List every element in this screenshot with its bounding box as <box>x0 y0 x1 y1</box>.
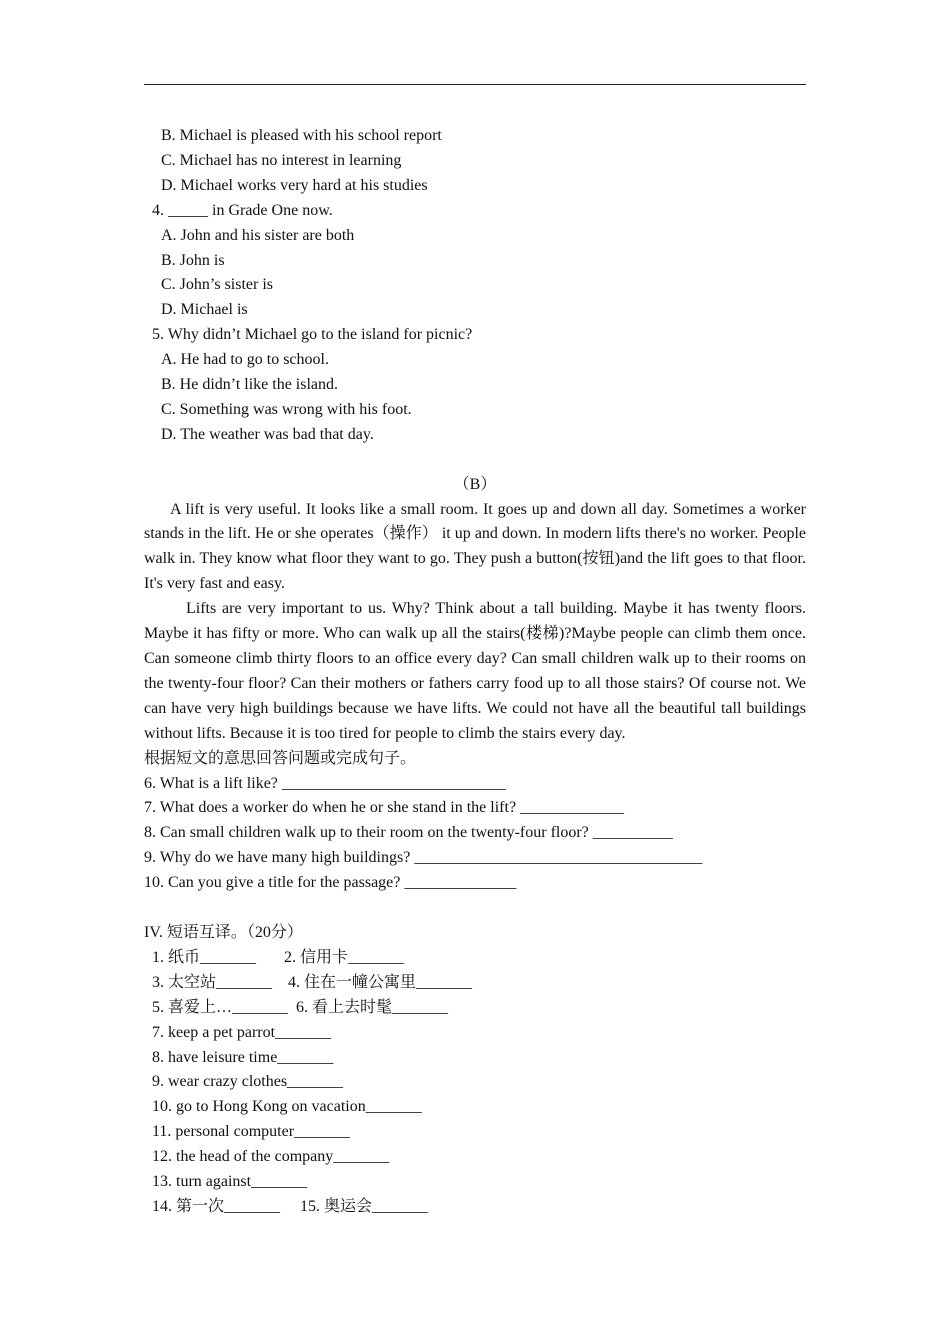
document-body <box>144 124 806 1220</box>
phrase-item: 14. 第一次_______ 15. 奥运会_______ <box>152 1197 429 1215</box>
phrase-item: 13. turn against_______ <box>152 1173 308 1191</box>
option-line: C. Michael has no interest in learning <box>161 151 402 169</box>
spacer <box>144 896 806 921</box>
question-line: 10. Can you give a title for the passage? ______________ <box>144 874 517 892</box>
section-iv <box>144 921 806 1220</box>
question-line: 8. Can small children walk up to their room on the twenty-four floor? __________ <box>144 824 673 842</box>
question-line: 5. Why didn’t Michael go to the island for picnic? <box>152 326 473 344</box>
option-line: B. Michael is pleased with his school report <box>161 127 442 144</box>
option-line: C. Something was wrong with his foot. <box>161 400 412 418</box>
passage-paragraph-2: Lifts are very important to us. Why? Think about a tall building. Maybe it has twenty floors. Maybe it has fifty or more. Who can walk up all the stairs(楼梯)?Maybe people can climb them once. Can someone climb thirty floors to an office every day? Can small children walk up to their rooms on the twenty-four floor? Can their mothers or fathers carry food up to all those stairs? Of course not. We can have very high buildings because we have lifts. We could not have all the beautiful tall buildings without lifts. Because it is too tired for people to climb the stairs every day. <box>144 600 806 742</box>
phrase-item: 1. 纸币_______ 2. 信用卡_______ <box>152 948 405 966</box>
option-line: D. Michael works very hard at his studies <box>161 176 428 194</box>
option-line: C. John’s sister is <box>161 276 274 294</box>
question-line: 6. What is a lift like? ____________________________ <box>144 774 506 792</box>
header-rule <box>144 84 806 85</box>
passage-paragraph-1: A lift is very useful. It looks like a small room. It goes up and down all day. Sometimes a worker stands in the lift. He or she operates（操作） it up and down. In modern lifts there's no worker. People walk in. They know what floor they want to go. They push a button(按钮)and the lift goes to that floor. It's very fast and easy. <box>144 500 806 593</box>
phrase-item: 8. have leisure time_______ <box>152 1048 334 1066</box>
question-line: 7. What does a worker do when he or she stand in the lift? _____________ <box>144 799 625 817</box>
part-a-questions <box>144 124 806 448</box>
question-line: 4. _____ in Grade One now. <box>152 201 333 219</box>
option-line: D. The weather was bad that day. <box>161 425 374 443</box>
phrase-item: 11. personal computer_______ <box>152 1123 351 1141</box>
section-b-heading: （B） <box>453 475 497 493</box>
option-line: B. He didn’t like the island. <box>161 376 339 394</box>
answer-instruction: 根据短文的意思回答问题或完成句子。 <box>144 749 417 767</box>
phrase-item: 9. wear crazy clothes_______ <box>152 1073 344 1091</box>
phrase-item: 10. go to Hong Kong on vacation_______ <box>152 1098 422 1116</box>
spacer <box>144 448 806 473</box>
option-line: A. John and his sister are both <box>161 226 355 244</box>
option-line: B. John is <box>161 251 225 269</box>
section-b <box>144 473 806 896</box>
phrase-item: 5. 喜爱上…_______ 6. 看上去时髦_______ <box>152 998 449 1016</box>
phrase-item: 7. keep a pet parrot_______ <box>152 1023 332 1041</box>
phrase-item: 3. 太空站_______ 4. 住在一幢公寓里_______ <box>152 973 473 991</box>
option-line: D. Michael is <box>161 301 248 319</box>
phrase-item: 12. the head of the company_______ <box>152 1148 390 1166</box>
option-line: A. He had to go to school. <box>161 351 329 369</box>
question-line: 9. Why do we have many high buildings? ____________________________________ <box>144 849 703 867</box>
section-iv-title: IV. 短语互译。（20分） <box>144 923 303 941</box>
